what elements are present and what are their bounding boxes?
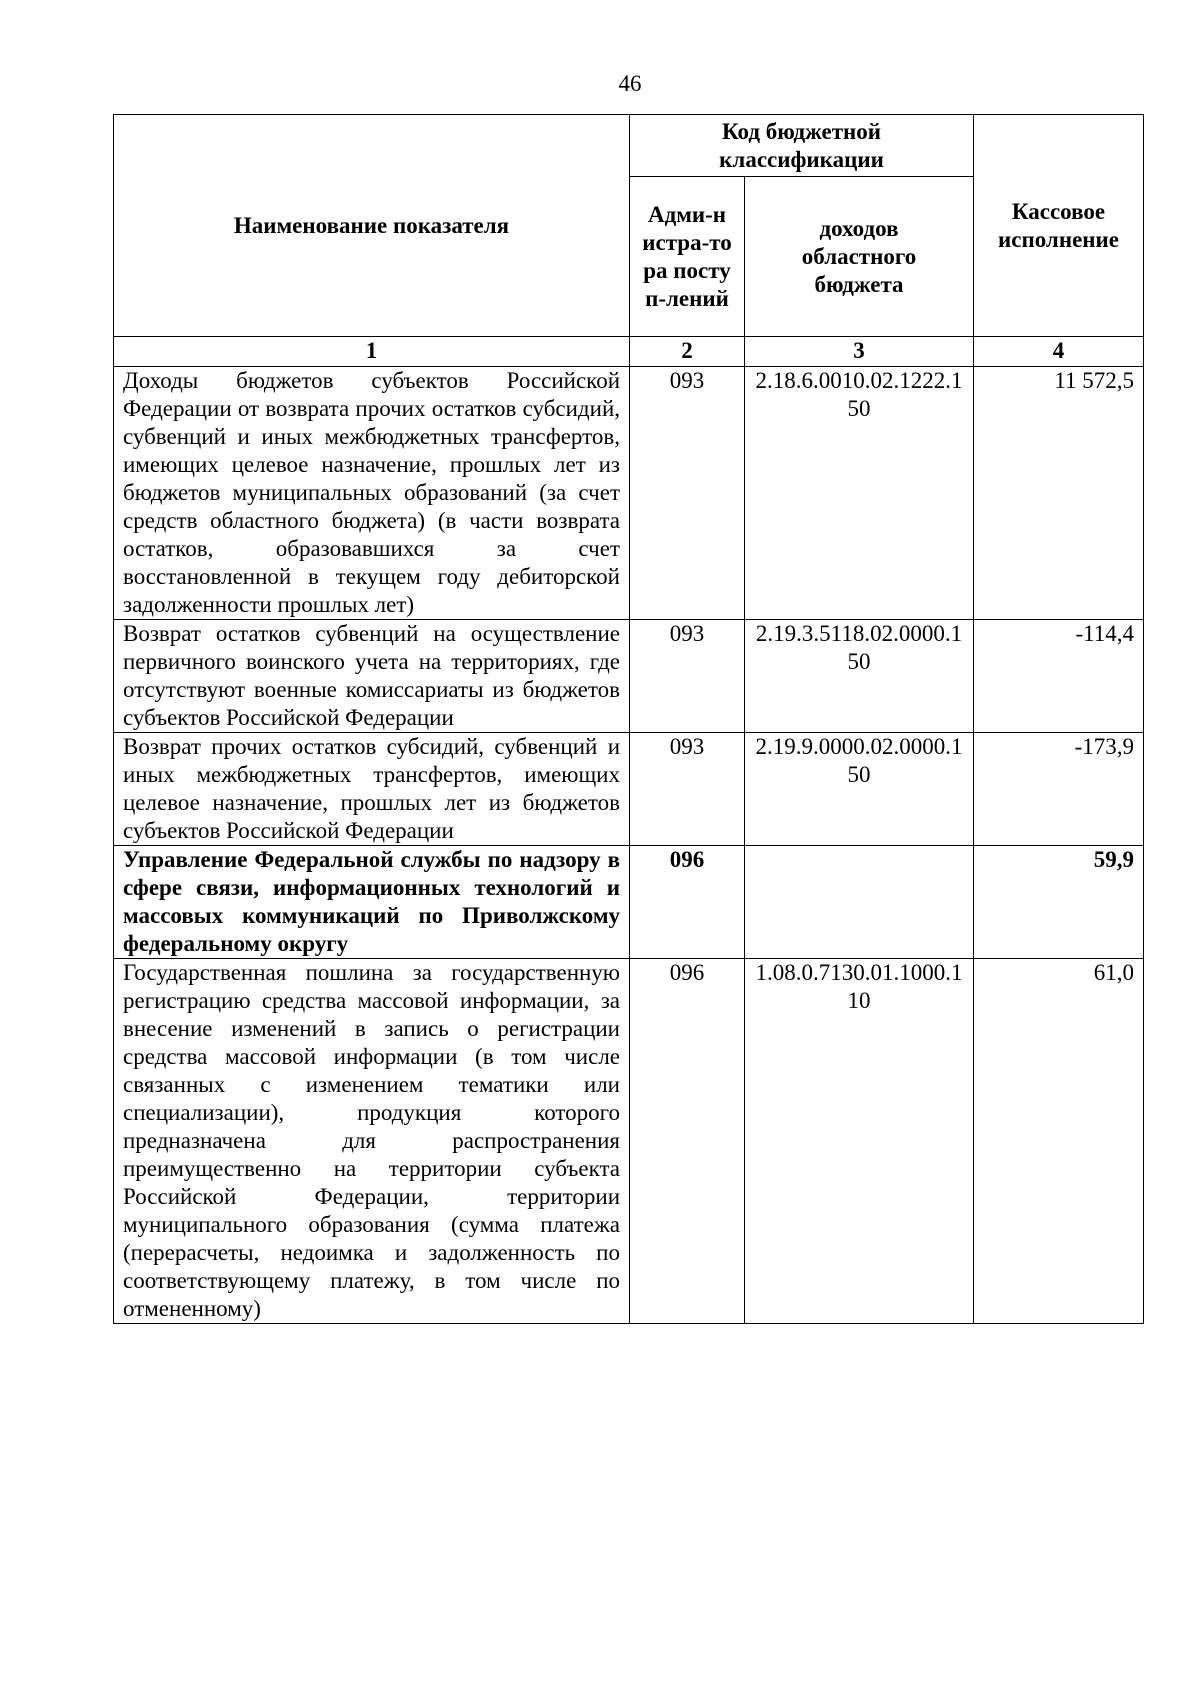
table-row-section-header (114, 846, 1144, 959)
header-code-group (630, 115, 974, 177)
row-admin-code: 093 (630, 620, 745, 733)
row-amount: 61,0 (974, 959, 1144, 1324)
page-number: 46 (618, 71, 642, 96)
header-execution (974, 115, 1144, 337)
row-revenue-code-text: 2.19.3.5118.02.0000.150 (755, 621, 963, 674)
row-revenue-code (745, 367, 974, 620)
column-number-2: 2 (630, 337, 745, 367)
header-admin-text: Адми-нистра-тора поступ-лений (642, 201, 732, 311)
row-amount: 11 572,5 (974, 367, 1144, 620)
row-admin-code: 093 (630, 733, 745, 846)
table-row (114, 959, 1144, 1324)
budget-table (113, 114, 1144, 1324)
column-number-1: 1 (114, 337, 630, 367)
row-amount: -173,9 (974, 733, 1144, 846)
row-name: Возврат остатков субвенций на осуществление первичного воинского учета на территориях, где отсутствуют военные комиссариаты из бюджетов субъектов Российской Федерации (114, 620, 630, 733)
row-revenue-code (745, 620, 974, 733)
header-execution-text: Кассовое исполнение (998, 198, 1119, 252)
column-number-3: 3 (745, 337, 974, 367)
row-name: Возврат прочих остатков субсидий, субвенций и иных межбюджетных трансфертов, имеющих целевое назначение, прошлых лет из бюджетов субъектов Российской Федерации (114, 733, 630, 846)
row-revenue-code-text: 2.19.9.0000.02.0000.150 (755, 734, 963, 787)
row-admin-code: 093 (630, 367, 745, 620)
header-revenue (745, 177, 974, 337)
header-admin (630, 177, 745, 337)
column-number-4: 4 (974, 337, 1144, 367)
row-revenue-code (745, 733, 974, 846)
row-amount: 59,9 (974, 846, 1144, 959)
row-revenue-code-text: 2.18.6.0010.02.1222.150 (755, 368, 963, 421)
row-revenue-code (745, 846, 974, 959)
column-numbers-row (114, 337, 1144, 367)
row-admin-code: 096 (630, 846, 745, 959)
header-name: Наименование показателя (114, 115, 630, 337)
row-name: Доходы бюджетов субъектов Российской Федерации от возврата прочих остатков субсидий, субвенций и иных межбюджетных трансфертов, имеющих целевое назначение, прошлых лет из бюджетов муниципальных образований (за счет средств областного бюджета) (в части возврата остатков, образовавшихся за счет восстановленной в текущем году дебиторской задолженности прошлых лет) (114, 367, 630, 620)
row-revenue-code-text: 1.08.0.7130.01.1000.110 (755, 960, 963, 1013)
table-row (114, 733, 1144, 846)
row-revenue-code (745, 959, 974, 1324)
table-row (114, 367, 1144, 620)
row-name: Управление Федеральной службы по надзору в сфере связи, информационных технологий и массовых коммуникаций по Приволжскому федеральному округу (114, 846, 630, 959)
header-revenue-text: доходов областного бюджета (801, 215, 917, 297)
row-amount: -114,4 (974, 620, 1144, 733)
table-row (114, 620, 1144, 733)
row-admin-code: 096 (630, 959, 745, 1324)
row-name: Государственная пошлина за государственную регистрацию средства массовой информации, за внесение изменений в запись о регистрации средства массовой информации (в том числе связанных с изменением тематики или специализации), продукция которого предназначена для распространения преимущественно на территории субъекта Российской Федерации, территории муниципального образования (сумма платежа (перерасчеты, недоимка и задолженность по соответствующему платежу, в том числе по отмененному) (114, 959, 630, 1324)
header-code-group-text: Код бюджетной классификации (719, 118, 884, 172)
